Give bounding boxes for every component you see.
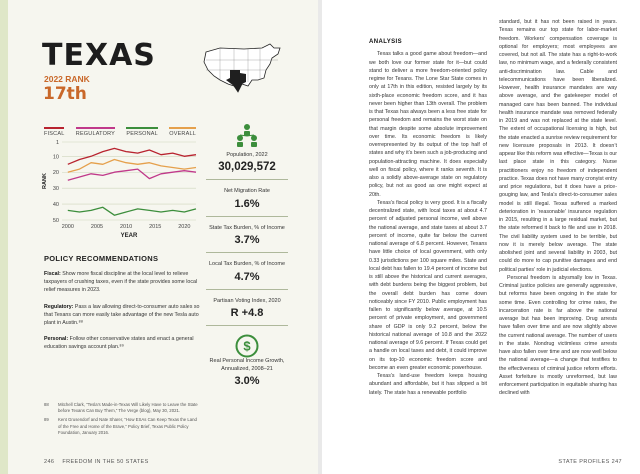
text-column-2 — [499, 18, 617, 398]
analysis-heading: ANALYSIS — [369, 39, 402, 45]
footnote-number: 89 — [44, 417, 49, 423]
series-line-regulatory — [68, 169, 196, 180]
running-title: FREEDOM IN THE 50 STATES — [62, 459, 149, 465]
paragraph: standard, but it has not been raised in years. Texas remains our top state for labor-market freedom. Workers’ compensation coverage is optional for employers; most employees are covered, but not all. The state has a right-to-work law, no minimum wage, and a federally consistent anti-discrimination law. Cable and telecommunications have been liberalized. However, health insurance mandates are way above average, and the gatekeeper model of managed care has been banned. The individual health insurance mandate was removed federally in 2019 and was not replaced at the state level. The extent of occupational licensing is high, but the state enacted a sunrise review requirement for new licensure proposals in 2013. It doesn’t appear like this reform was effective—Texas is our last place state in this category. Nurse practitioners enjoy no freedom of independent practice. Texas does not have many cronyist entry and price regulations, but it does have a price-gouging law, and Tesla’s direct-to-consumer sales model is still illegal. Texas suffered a marked deterioration in ‘reasonable’ insurance regulation in 2015, resulting in a large residual market, but the state reformed it back to file and use in 2018. The civil liability system used to be terrible, but now it is merely below average. The state abolished joint and several liability in 2003, but could do more to cap punitive damages and end political parties’ role in judicial elections. — [499, 19, 617, 273]
footnote-text: Mitchell Clark, “Tesla’s Made-in-Texas Will Likely Have to Leave the State before Texans Can Buy Them,” The Verge (blog), May 30, 2021. — [58, 402, 198, 414]
footnote-text: Kent Grusendorf and Nate Sharer, “How ESAs Can Keep Texas the Land of the Free and Home of the Brave,” Policy Brief, Texas Public Policy Foundation, January 2016. — [58, 417, 197, 435]
y-tick-label: 20 — [52, 170, 59, 177]
legend-fiscal: FISCAL — [44, 128, 64, 137]
x-axis-label: YEAR — [120, 233, 138, 239]
text-column-1 — [369, 38, 487, 397]
footnote — [44, 402, 200, 414]
legend-regulatory: REGULATORY — [76, 128, 115, 137]
running-title: STATE PROFILES — [558, 459, 610, 465]
policy-label: Regulatory: — [44, 303, 74, 310]
footnote — [44, 417, 200, 436]
stat-label: Net Migration Rate — [224, 188, 270, 195]
stat-label: Local Tax Burden, % of Income — [208, 261, 286, 268]
page-number: 246 — [44, 459, 55, 465]
legend-personal: PERSONAL — [126, 128, 158, 137]
stat-state-tax — [206, 225, 288, 253]
stat-income-growth — [206, 334, 288, 393]
y-tick-label: 50 — [52, 218, 59, 224]
y-tick-label: 30 — [52, 186, 59, 193]
stat-value: R +4.8 — [230, 307, 264, 320]
y-tick-label: 1 — [55, 140, 59, 146]
series-line-personal — [68, 207, 196, 215]
us-map-icon — [200, 40, 284, 96]
rank-label: 2022 RANK — [44, 74, 90, 84]
stat-label: Partisan Voting Index, 2020 — [213, 297, 281, 304]
y-tick-label: 40 — [52, 202, 59, 209]
x-tick-label: 2015 — [149, 224, 162, 230]
stat-value: 4.7% — [234, 270, 260, 283]
page-footer — [558, 459, 622, 465]
stat-value: 3.0% — [234, 374, 260, 387]
paragraph: Texas’s land-use freedom keeps housing abundant and affordable, but it has slipped a bit lately. The state has a renewable portfolio — [369, 373, 487, 396]
stat-label: Real Personal Income Growth, Annualized, 2008–21 — [209, 358, 285, 372]
legend-overall: OVERALL — [169, 128, 196, 137]
footnote-number: 88 — [44, 402, 49, 407]
right-page — [322, 0, 640, 474]
stat-population — [206, 122, 288, 180]
paragraph: Texas talks a good game about freedom—and we both love our former state for it—but could stand to deliver a more freedom-oriented policy regime for Texans. The Lone Star State comes in only at 17th in this edition, resisted largely by its sixth-place economic freedom score, and it has never been higher than 13th overall. The problem is that Texas has always been a less free state for personal freedom and remains the worst state on that margin despite some absolute improvement over time. Its economic freedom is likely overrepresented by its output of the top half of states and why it’s been such a job-producing and population-attracting machine. It does especially well on fiscal policy, where it ranks seventh. It is also a solidly above-average state on regulatory policy, but not as good as one might expect at 20th. — [369, 51, 487, 198]
rank-line-chart — [40, 136, 200, 262]
svg-text:$: $ — [243, 338, 251, 354]
stat-value: 1.6% — [234, 197, 260, 210]
policy-label: Fiscal: — [44, 271, 61, 277]
stat-value: 3.7% — [234, 234, 260, 247]
y-axis-label: RANK — [42, 173, 48, 189]
stat-local-tax — [206, 261, 288, 289]
paragraph: Personal freedom is abysmally low in Texas. Criminal justice policies are generally aggressive, but reforms have been ongoing in the state for some time. Even controlling for crime rates, the incarceration rate is far above the national average but has been improving. Drug arrests have fallen over time and are now slightly above the current national average. The number of users in the state. Nondrug victimless crime arrests have also fallen over time and are now well below the national average—a change that testifies to the effectiveness of criminal justice reform efforts. Asset forfeiture is mostly unreformed, but law enforcement participation in equitable sharing has declined with — [499, 274, 617, 397]
policy-label: Personal: — [44, 336, 69, 343]
policy-text: Show more fiscal discipline at the local level to relieve taxpayers of crushing taxes, even if the state provides some local relief measures in 2023. — [44, 271, 198, 294]
policy-regulatory — [44, 303, 200, 328]
stat-partisan — [206, 298, 288, 326]
policy-text: Follow other conservative states and enact a general education savings account plan.⁸⁹ — [44, 336, 194, 351]
left-page — [0, 0, 318, 474]
stats-column — [206, 122, 288, 401]
stat-label: Population, 2022 — [226, 152, 268, 158]
rank-value: 17th — [43, 84, 87, 104]
page-footer — [44, 459, 149, 465]
page-edge-band — [0, 0, 8, 474]
population-icon — [232, 122, 262, 152]
x-tick-label: 2010 — [119, 224, 133, 230]
paragraph: Texas’s fiscal policy is very good. It is a fiscally decentralized state, with local taxes at about 4.7 percent of adjusted personal income, well above the national average, and state taxes at about 3.7 percent of income, quite far below the current national average of 6.8 percent. However, Texans have little choice of local government, with only 0.33 jurisdictions per 100 square miles. State and local debt has fallen to 19.4 percent of income but is still above the historical and current averages, with debt burdens being the biggest problem, but the overall debt burden has come down noticeably since FY 2010. Public employment has fallen to significantly below average, at 10.5 percent of private employment, and government share of GDP is only 9.2 percent, below the historical national average of 10.8 and the 2022 national average of 9.6 percent. If Texas could get a handle on local taxes and debt, it could improve on its top-10 economic freedom score and become an even greater economic powerhouse. — [369, 199, 487, 371]
x-tick-label: 2020 — [178, 224, 191, 230]
policy-fiscal — [44, 270, 200, 295]
policy-personal — [44, 335, 200, 351]
state-name: TEXAS — [42, 38, 156, 73]
x-tick-label: 2005 — [90, 224, 104, 230]
x-tick-label: 2000 — [61, 224, 74, 230]
y-tick-label: 10 — [52, 154, 59, 161]
policy-text: Pass a law allowing direct-to-consumer auto sales so that Texans can more easily take advantage of the new Tesla auto plant in Austin.⁸⁸ — [44, 303, 200, 327]
policy-heading: POLICY RECOMMENDATIONS — [44, 254, 159, 263]
page-number: 247 — [611, 459, 622, 465]
policy-list — [44, 270, 200, 360]
stat-migration — [206, 188, 288, 216]
footnotes — [44, 402, 200, 439]
stat-label: State Tax Burden, % of Income — [209, 224, 285, 231]
dollar-icon — [235, 334, 259, 358]
stat-value: 30,029,572 — [218, 161, 276, 174]
